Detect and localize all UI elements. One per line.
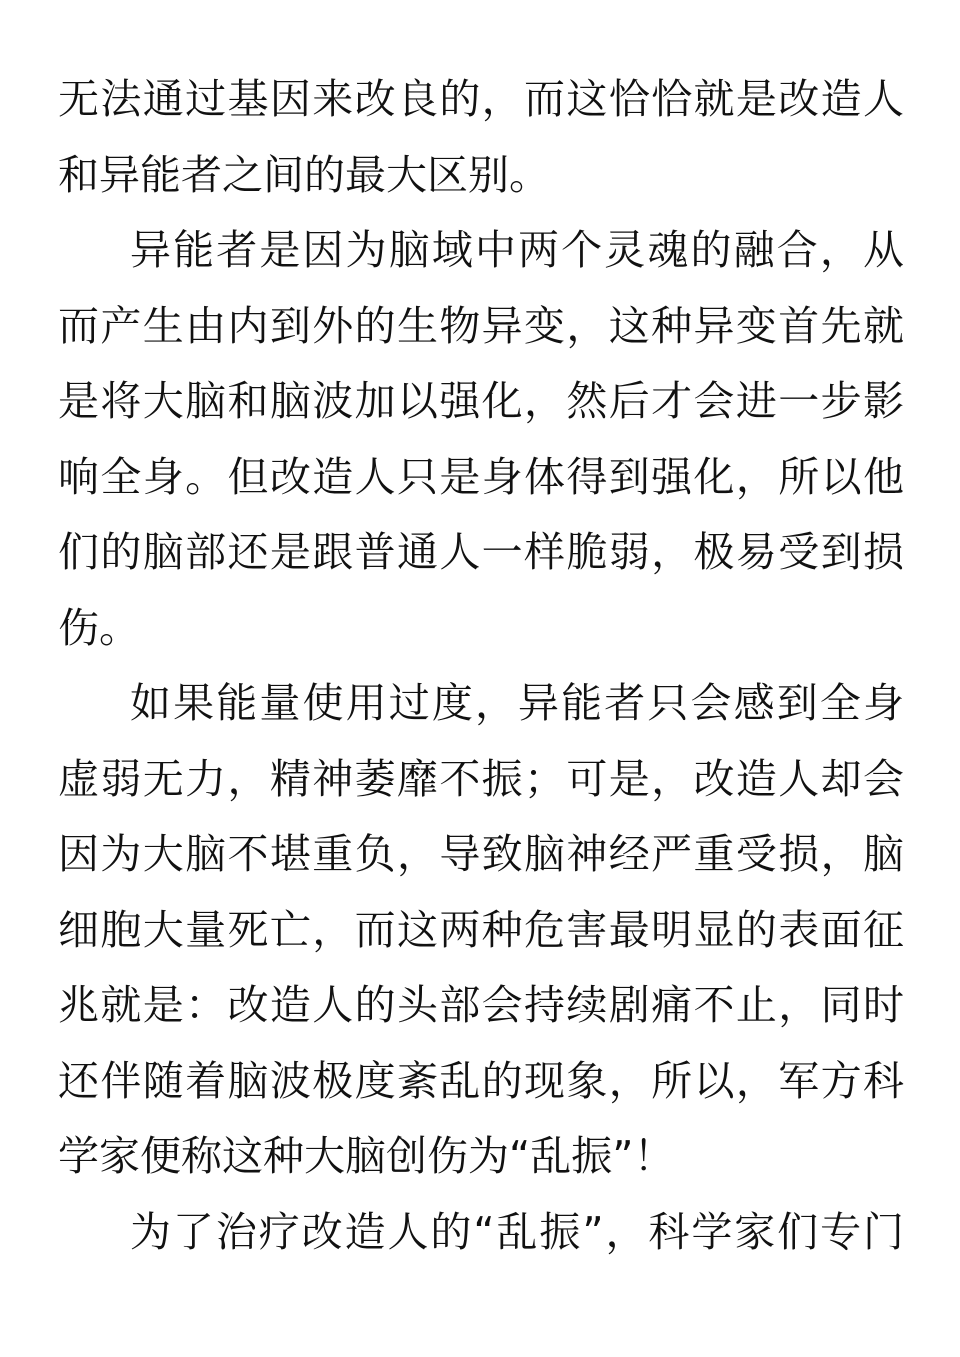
body-text <box>58 62 904 1270</box>
text-line: 学家便称这种大脑创伤为“乱振”！ <box>58 1132 675 1180</box>
text-line: 和异能者之间的最大区别。 <box>58 150 550 199</box>
paragraph-first-line: 异能者是因为脑域中两个灵魂的融合，从 <box>130 226 904 274</box>
text-line: 们的脑部还是跟普通人一样脆弱，极易受到损 <box>58 528 904 576</box>
text-line: 无法通过基因来改良的，而这恰恰就是改造人 <box>58 75 904 123</box>
paragraph-first-line: 如果能量使用过度，异能者只会感到全身 <box>130 679 904 727</box>
text-line: 兆就是：改造人的头部会持续剧痛不止，同时 <box>58 981 904 1029</box>
text-line: 虚弱无力，精神萎靡不振；可是，改造人却会 <box>58 754 904 803</box>
text-line: 因为大脑不堪重负，导致脑神经严重受损，脑 <box>58 830 904 878</box>
text-line: 是将大脑和脑波加以强化，然后才会进一步影 <box>58 377 904 425</box>
text-line: 伤。 <box>58 603 140 652</box>
text-line: 还伴随着脑波极度紊乱的现象，所以，军方科 <box>58 1056 904 1105</box>
paragraph-first-line: 为了治疗改造人的“乱振”，科学家们专门 <box>130 1207 904 1256</box>
text-line: 细胞大量死亡，而这两种危害最明显的表面征 <box>58 905 904 954</box>
text-line: 响全身。但改造人只是身体得到强化，所以他 <box>58 452 904 501</box>
text-line: 而产生由内到外的生物异变，这种异变首先就 <box>58 301 904 350</box>
